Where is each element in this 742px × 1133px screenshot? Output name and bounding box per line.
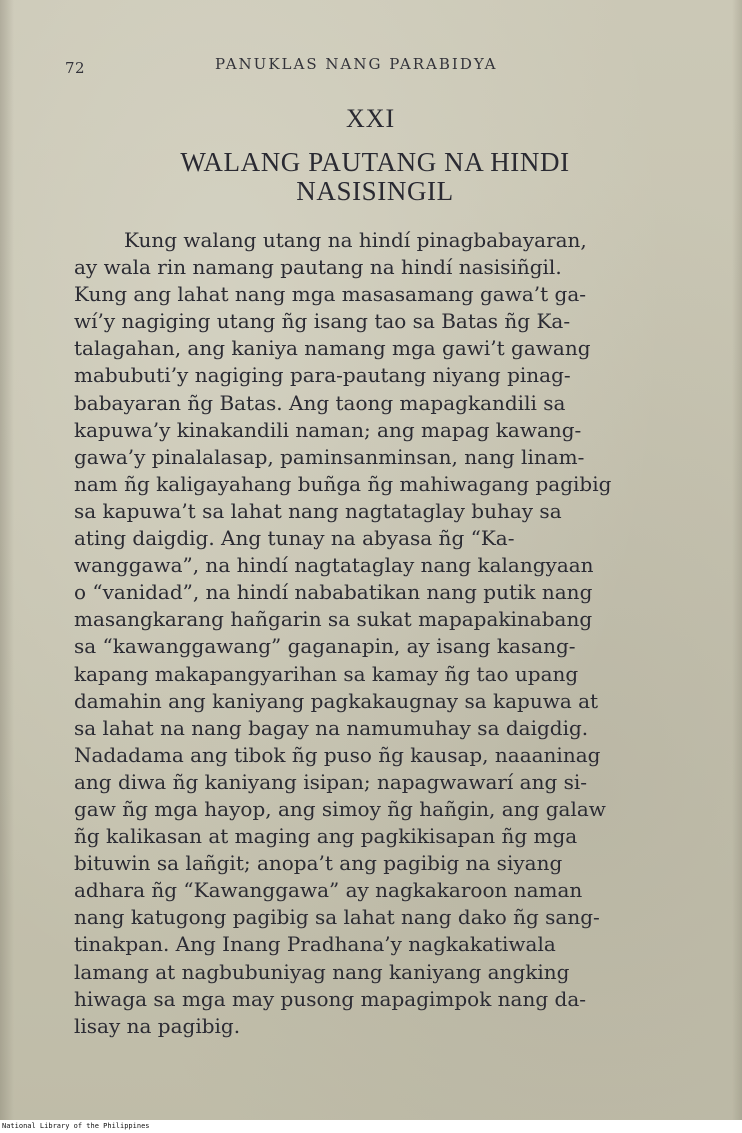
text-line: o “vanidad”, na hindí nababatikan nang putik nang [74, 580, 593, 605]
text-line: nang katugong pagibig sa lahat nang dako ñg sang- [74, 905, 600, 930]
text-line: masangkarang hañgarin sa sukat mapapakinabang [74, 607, 593, 632]
text-line: ating daigdig. Ang tunay na abyasa ñg “Ka- [74, 526, 515, 551]
text-line: lisay na pagibig. [74, 1013, 241, 1038]
text-line: wí’y nagiging utang ñg isang tao sa Batas ñg Ka- [74, 309, 571, 334]
text-line: ñg kalikasan at maging ang pagkikisapan ñg mga [74, 824, 578, 849]
text-line: lamang at nagbubuniyag nang kaniyang angking [74, 959, 570, 984]
text-line: nam ñg kaligayahang buñga ñg mahiwagang pagibig [74, 471, 612, 496]
text-line: ay wala rin namang pautang na hindí nasisiñgil. [74, 255, 562, 280]
text-line: mabubuti’y nagiging para-pautang niyang pinag- [74, 363, 571, 388]
text-line: bituwin sa lañgit; anopa’t ang pagibig na siyang [74, 851, 563, 876]
text-line: Kung walang utang na hindí pinagbabayaran, [124, 228, 587, 252]
text-line: gawa’y pinalalasap, paminsanminsan, nang linam- [74, 444, 585, 469]
page-left-shadow [0, 0, 14, 1120]
scan-credit: National Library of the Philippines [2, 1122, 150, 1130]
text-line: sa lahat na nang bagay na namumuhay sa daigdig. [74, 715, 589, 740]
body-paragraph [74, 227, 688, 1040]
text-line: Nadadama ang tibok ñg puso ñg kausap, naaaninag [74, 742, 601, 767]
text-line: talagahan, ang kaniya namang mga gawi’t gawang [74, 336, 591, 361]
text-line: adhara ñg “Kawanggawa” ay nagkakaroon naman [74, 878, 583, 903]
chapter-title-line: WALANG PAUTANG NA HINDI [180, 147, 570, 177]
text-line: sa kapuwa’t sa lahat nang nagtataglay buhay sa [74, 498, 562, 523]
text-line: Kung ang lahat nang mga masasamang gawa’t ga- [74, 282, 587, 307]
text-line: gaw ñg mga hayop, ang simoy ñg hañgin, ang galaw [74, 796, 606, 821]
text-line: kapang makapangyarihan sa kamay ñg tao upang [74, 661, 579, 686]
text-line: kapuwa’y kinakandili naman; ang mapag kawang- [74, 417, 582, 442]
text-line: ang diwa ñg kaniyang isipan; napagwawarí ang si- [74, 769, 588, 794]
chapter-number: XXI [346, 104, 396, 133]
text-line: tinakpan. Ang Inang Pradhana’y nagkakatiwala [74, 932, 556, 957]
text-line: wanggawa”, na hindí nagtataglay nang kalangyaan [74, 553, 594, 578]
text-line: hiwaga sa mga may pusong mapagimpok nang da- [74, 986, 587, 1011]
page-number: 72 [65, 59, 86, 77]
text-line: babayaran ñg Batas. Ang taong mapagkandili sa [74, 390, 566, 415]
chapter-title-line: NASISINGIL [296, 176, 454, 206]
chapter-title [150, 148, 600, 206]
text-line: sa “kawanggawang” gaganapin, ay isang kasang- [74, 634, 576, 659]
running-head: PANUKLAS NANG PARABIDYA [215, 55, 498, 73]
text-line: damahin ang kaniyang pagkakaugnay sa kapuwa at [74, 688, 599, 713]
page-right-shadow [732, 0, 742, 1120]
